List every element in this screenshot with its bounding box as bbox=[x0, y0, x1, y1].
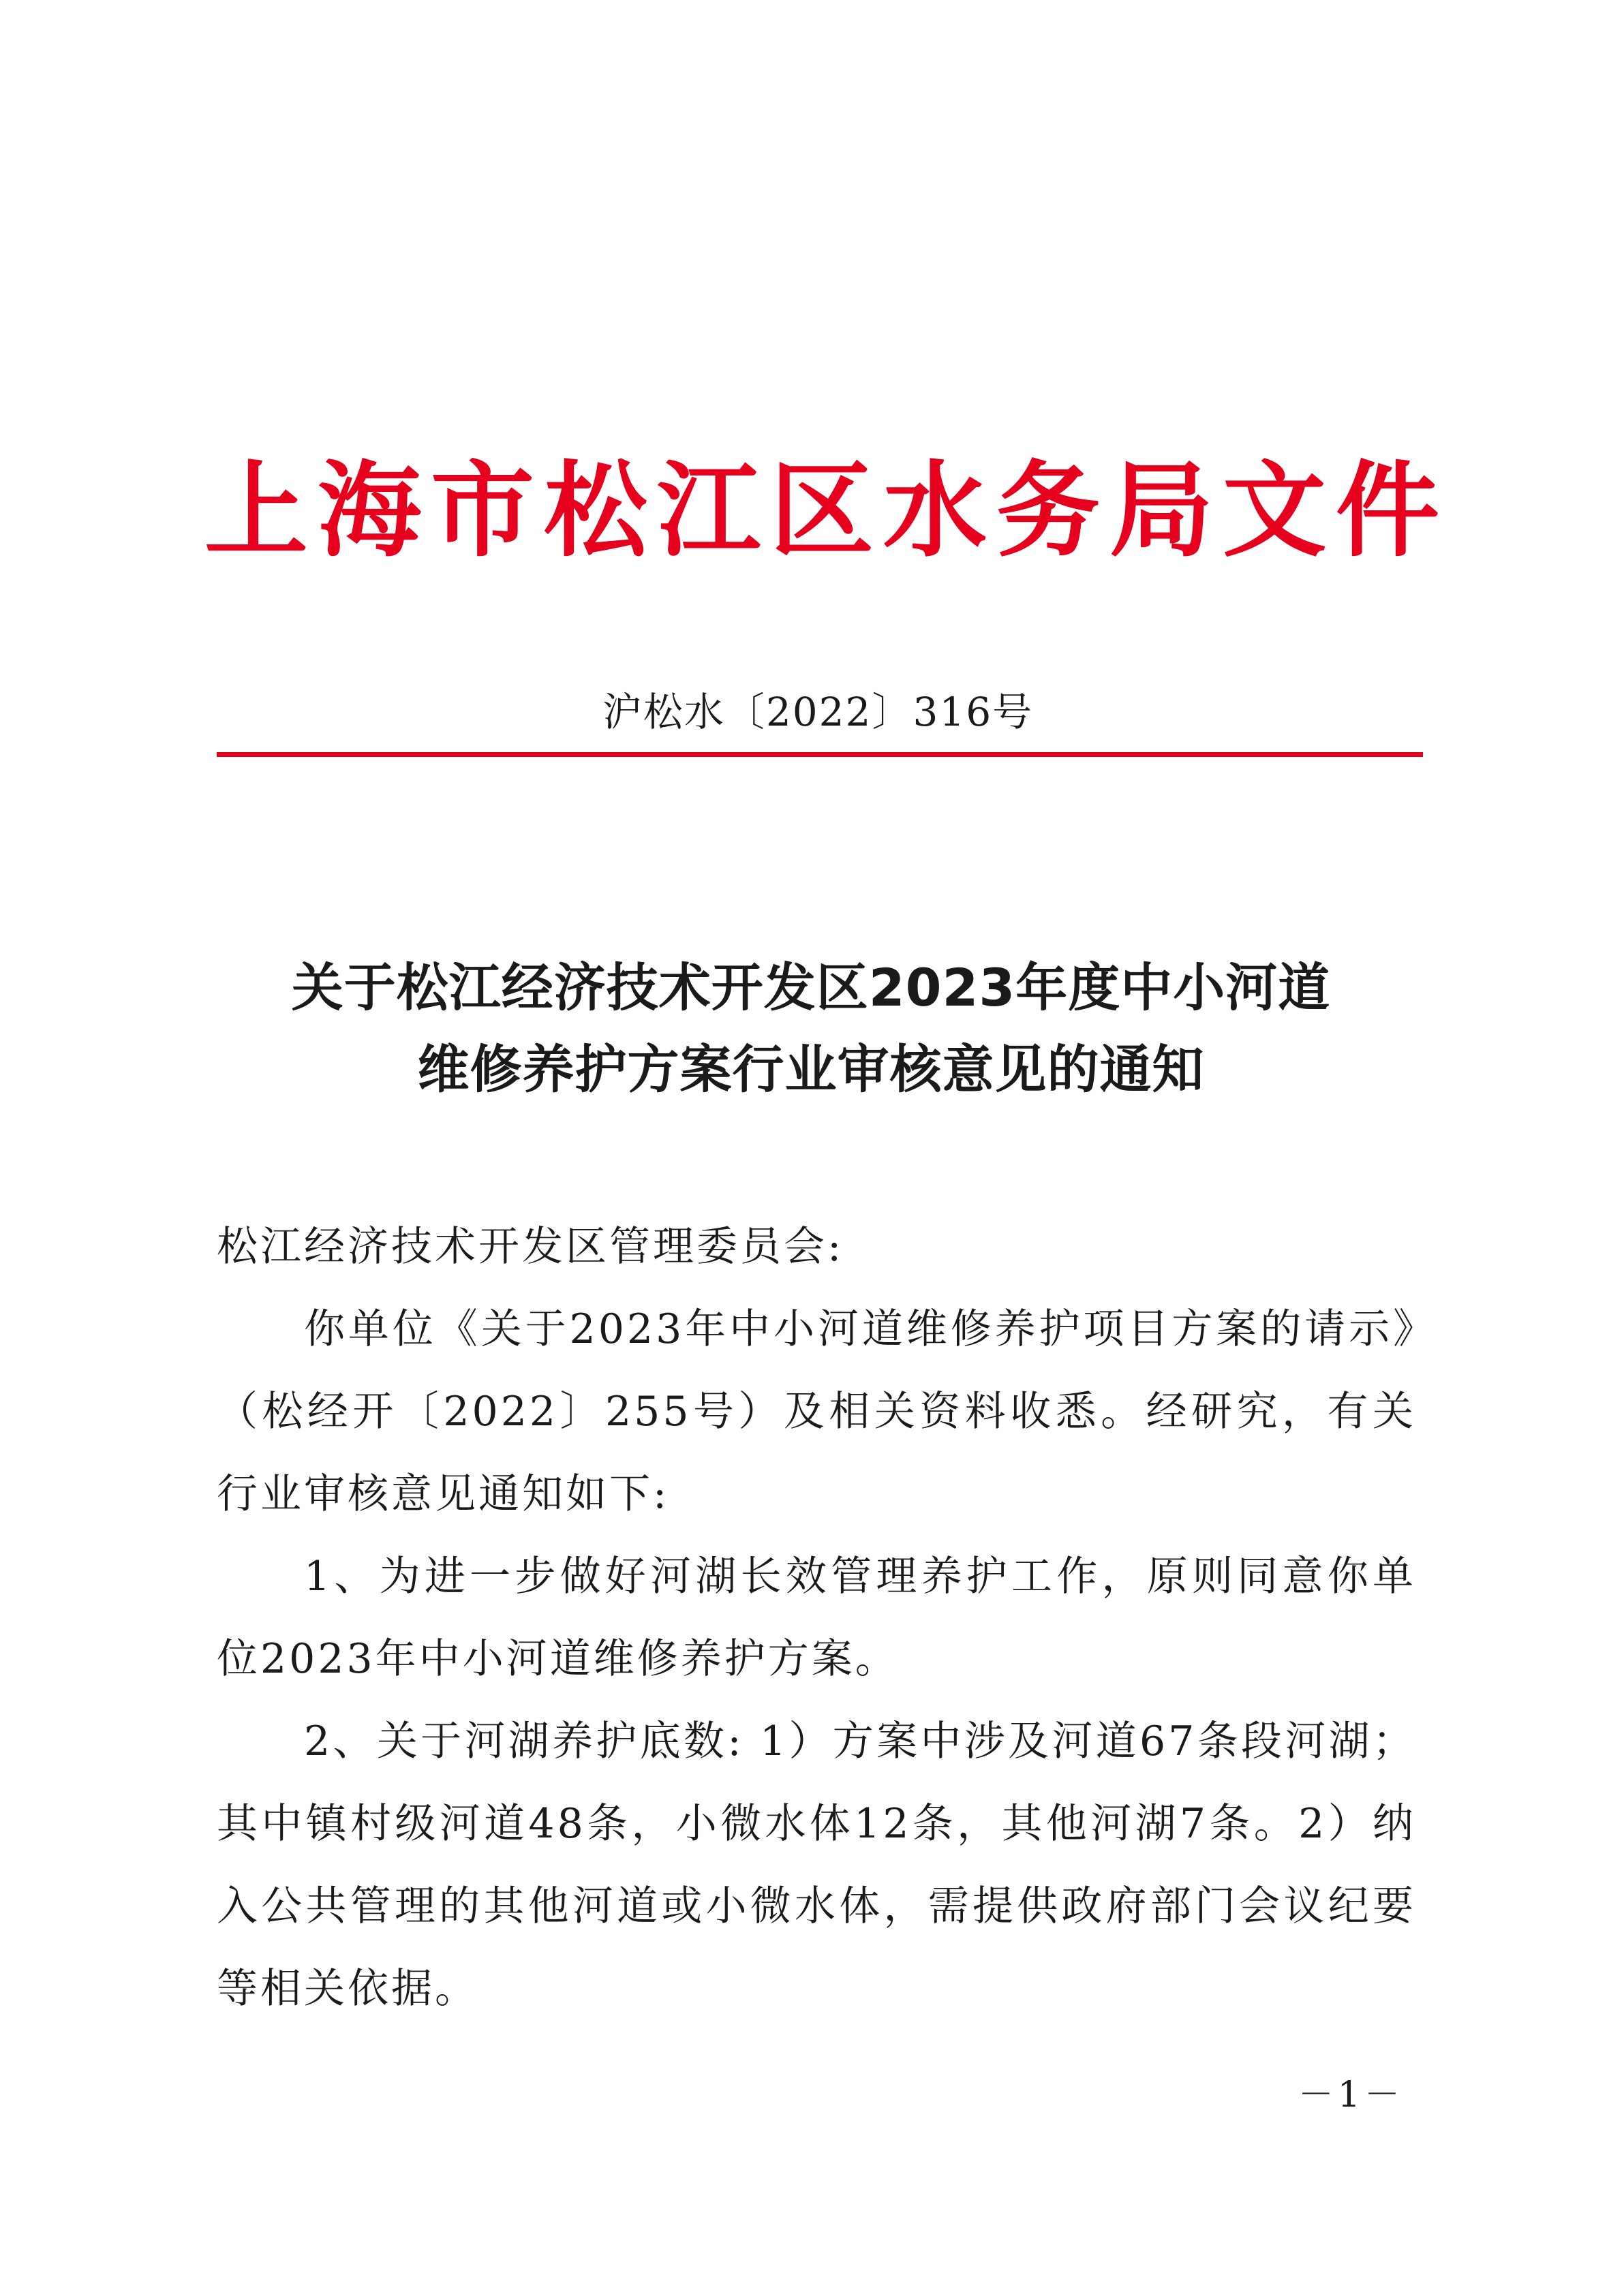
body-paragraph: 2、关于河湖养护底数: 1）方案中涉及河道67条段河湖；其中镇村级河道48条，小微水体12条，其他河湖7条。2）纳入公共管理的其他河道或小微水体，需提供政府部门会议纪要等相关依据。 bbox=[217, 1718, 1416, 2013]
document-body bbox=[217, 1206, 1416, 2030]
title-line-1: 关于松江经济技术开发区2023年度中小河道 bbox=[291, 957, 1331, 1018]
title-line-2: 维修养护方案行业审核意见的通知 bbox=[417, 1039, 1205, 1100]
document-number: 沪松水〔2022〕316号 bbox=[602, 689, 1034, 735]
salutation: 松江经济技术开发区管理委员会: bbox=[217, 1223, 844, 1271]
page-number: －1－ bbox=[1298, 2075, 1404, 2115]
body-paragraph: 你单位《关于2023年中小河道维修养护项目方案的请示》（松经开〔2022〕255号）及相关资料收悉。经研究，有关行业审核意见通知如下: bbox=[217, 1305, 1416, 1518]
document-title bbox=[177, 947, 1445, 1111]
issuer-heading: 上海市松江区水务局文件 bbox=[204, 450, 1449, 571]
red-divider bbox=[217, 752, 1423, 757]
body-paragraph: 1、为进一步做好河湖长效管理养护工作，原则同意你单位2023年中小河道维修养护方案。 bbox=[217, 1553, 1416, 1683]
